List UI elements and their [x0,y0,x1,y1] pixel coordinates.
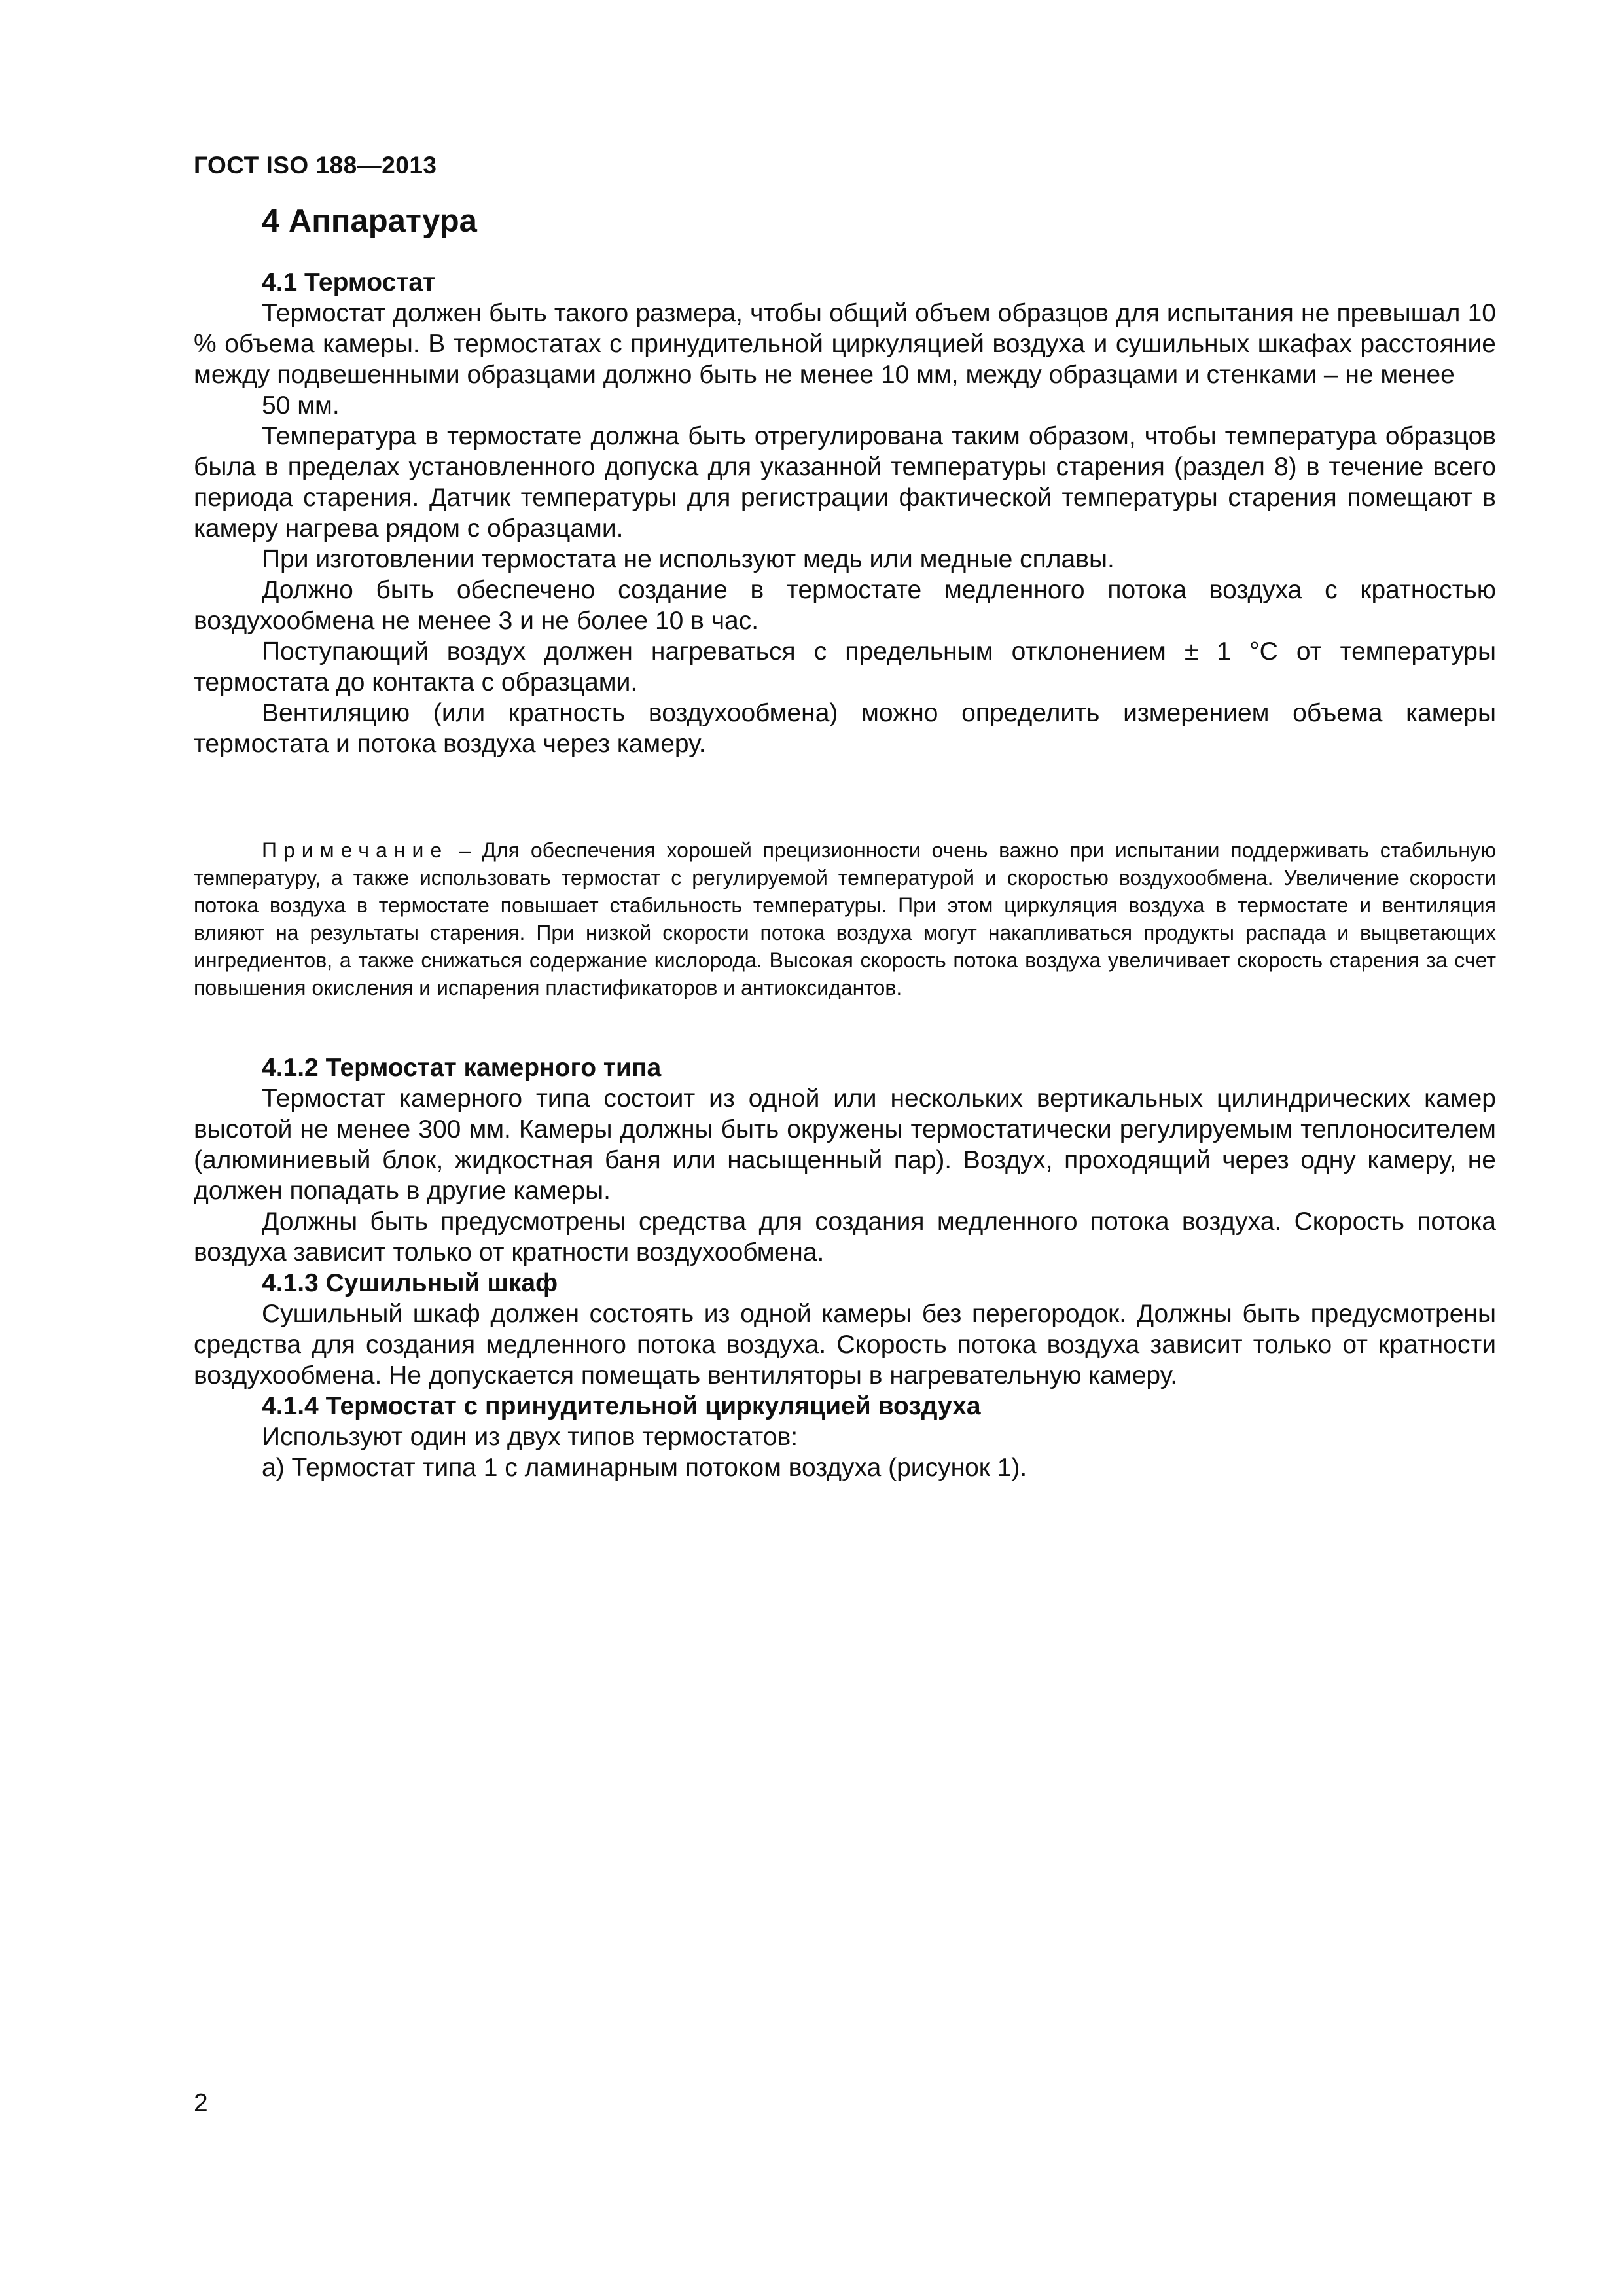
paragraph: Температура в термостате должна быть отрегулирована таким образом, чтобы температура образцов была в пределах установленного допуска для указанной температуры старения (раздел 8) в течение всего периода старения. Датчик температуры для регистрации фактической температуры старения помещают в камеру нагрева рядом с образцами. [194,422,1496,543]
heading-4-1-3: 4.1.3 Сушильный шкаф [262,1269,558,1297]
paragraph: Должно быть обеспечено создание в термостате медленного потока воздуха с кратностью воздухообмена не менее 3 и не более 10 в час. [194,576,1496,635]
paragraph: Сушильный шкаф должен состоять из одной камеры без перегородок. Должны быть предусмотрены средства для создания медленного потока воздуха. Скорость потока воздуха зависит только от кратности воздухообмена. Не допускается помещать вентиляторы в нагревательную камеру. [194,1300,1496,1390]
paragraph: Вентиляцию (или кратность воздухообмена) можно определить измерением объема камеры термостата и потока воздуха через камеру. [194,699,1496,758]
note-block [194,836,1496,1001]
section-title: 4 Аппаратура [262,204,477,239]
paragraph: Термостат камерного типа состоит из одной или нескольких вертикальных цилиндрических камер высотой не менее 300 мм. Камеры должны быть окружены термостатически регулируемым теплоносителем (алюминиевый блок, жидкостная баня или насыщенный пар). Воздух, проходящий через одну камеру, не должен попадать в другие камеры. [194,1085,1496,1205]
note-label: Примечание [262,838,449,862]
heading-4-1: 4.1 Термостат [262,268,436,296]
paragraph: Термостат должен быть такого размера, чтобы общий объем образцов для испытания не превышал 10 % объема камеры. В термостатах с принудительной циркуляцией воздуха и сушильных шкафах расстояние между подвешенными образцами должно быть не менее 10 мм, между образцами и стенками – не менее [194,299,1496,389]
paragraph: Должны быть предусмотрены средства для создания медленного потока воздуха. Скорость потока воздуха зависит только от кратности воздухообмена. [194,1208,1496,1266]
note-text: – Для обеспечения хорошей прецизионности очень важно при испытании поддерживать стабильную температуру, а также использовать термостат с регулируемой температурой и скоростью воздухообмена. Увеличение скорости потока воздуха в термостате повышает стабильность температуры. При этом циркуляция воздуха в термостате и вентиляция влияют на результаты старения. При низкой скорости потока воздуха могут накапливаться продукты распада и выцветающих ингредиентов, а также снижаться содержание кислорода. Высокая скорость потока воздуха увеличивает скорость старения за счет повышения окисления и испарения пластификаторов и антиоксидантов. [194,838,1496,999]
paragraph: 50 мм. [262,391,340,420]
section-4-1 [194,267,1496,759]
paragraph: а) Термостат типа 1 с ламинарным потоком воздуха (рисунок 1). [262,1454,1027,1482]
paragraph: Используют один из двух типов термостатов: [262,1423,798,1451]
sections-4-1-2-to-4-1-4 [194,1052,1496,1483]
heading-4-1-4: 4.1.4 Термостат с принудительной циркуляцией воздуха [262,1392,981,1420]
document-code: ГОСТ ISO 188—2013 [194,152,437,179]
paragraph: Поступающий воздух должен нагреваться с предельным отклонением ± 1 °С от температуры термостата до контакта с образцами. [194,637,1496,696]
page-number: 2 [194,2089,208,2117]
paragraph: При изготовлении термостата не используют медь или медные сплавы. [262,545,1115,573]
heading-4-1-2: 4.1.2 Термостат камерного типа [262,1054,662,1082]
